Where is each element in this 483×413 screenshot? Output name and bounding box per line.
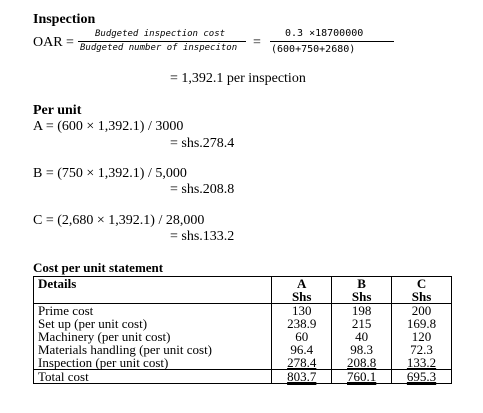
row-label: Materials handling (per unit cost) xyxy=(34,343,272,356)
table-row xyxy=(34,304,452,318)
table-header-row xyxy=(34,277,452,291)
fraction-bar xyxy=(78,41,246,42)
col-c-header: C xyxy=(392,277,452,291)
row-value-c: 133.2 xyxy=(406,355,437,370)
statement-heading: Cost per unit statement xyxy=(33,260,164,275)
row-value-a: 238.9 xyxy=(272,317,332,330)
fraction-denominator: Budgeted number of inspeciton xyxy=(80,43,238,53)
row-value-b: 198 xyxy=(332,304,392,318)
row-value-a: 60 xyxy=(272,330,332,343)
col-a-header: A xyxy=(272,277,332,291)
row-label: Set up (per unit cost) xyxy=(34,317,272,330)
rhs-numerator: 0.3 ×18700000 xyxy=(285,28,364,39)
row-label: Prime cost xyxy=(34,304,272,318)
details-header: Details xyxy=(34,277,272,291)
table-row xyxy=(34,356,452,370)
rhs-denominator: (600+750+2680) xyxy=(271,44,356,55)
fraction-numerator: Budgeted inspection cost xyxy=(95,29,226,39)
row-value-b: 208.8 xyxy=(347,355,377,370)
total-label: Total cost xyxy=(34,370,272,384)
rhs-fraction-bar xyxy=(270,41,394,42)
row-value-a: 278.4 xyxy=(287,355,317,370)
total-value-b: 760.1 xyxy=(347,369,377,384)
per-unit-a-calc: A = (600 × 1,392.1) / 3000 xyxy=(33,119,184,134)
inspection-result: = 1,392.1 per inspection xyxy=(170,71,306,86)
row-value-c: 72.3 xyxy=(392,343,452,356)
col-c-unit: Shs xyxy=(392,290,452,304)
col-b-header: B xyxy=(332,277,392,291)
per-unit-heading: Per unit xyxy=(33,103,82,118)
row-value-c: 169.8 xyxy=(392,317,452,330)
equals-sign: = xyxy=(253,35,261,50)
per-unit-c-calc: C = (2,680 × 1,392.1) / 28,000 xyxy=(33,213,205,228)
cost-statement-table xyxy=(33,276,452,384)
table-total-row xyxy=(34,370,452,384)
per-unit-b-result: = shs.208.8 xyxy=(170,182,235,197)
total-value-a: 803.7 xyxy=(287,369,317,384)
inspection-heading: Inspection xyxy=(33,12,96,27)
row-value-b: 98.3 xyxy=(332,343,392,356)
per-unit-a-result: = shs.278.4 xyxy=(170,136,235,151)
per-unit-b-calc: B = (750 × 1,392.1) / 5,000 xyxy=(33,166,187,181)
table-unit-row xyxy=(34,290,452,304)
row-value-b: 215 xyxy=(332,317,392,330)
col-b-unit: Shs xyxy=(332,290,392,304)
per-unit-c-result: = shs.133.2 xyxy=(170,229,235,244)
row-value-a: 130 xyxy=(272,304,332,318)
row-label: Inspection (per unit cost) xyxy=(34,356,272,370)
row-value-b: 40 xyxy=(332,330,392,343)
col-a-unit: Shs xyxy=(272,290,332,304)
row-value-a: 96.4 xyxy=(272,343,332,356)
oar-label: OAR = xyxy=(33,35,74,50)
total-value-c: 695.3 xyxy=(406,369,437,384)
row-value-c: 200 xyxy=(392,304,452,318)
row-value-c: 120 xyxy=(392,330,452,343)
row-label: Machinery (per unit cost) xyxy=(34,330,272,343)
unit-spacer xyxy=(34,290,272,304)
